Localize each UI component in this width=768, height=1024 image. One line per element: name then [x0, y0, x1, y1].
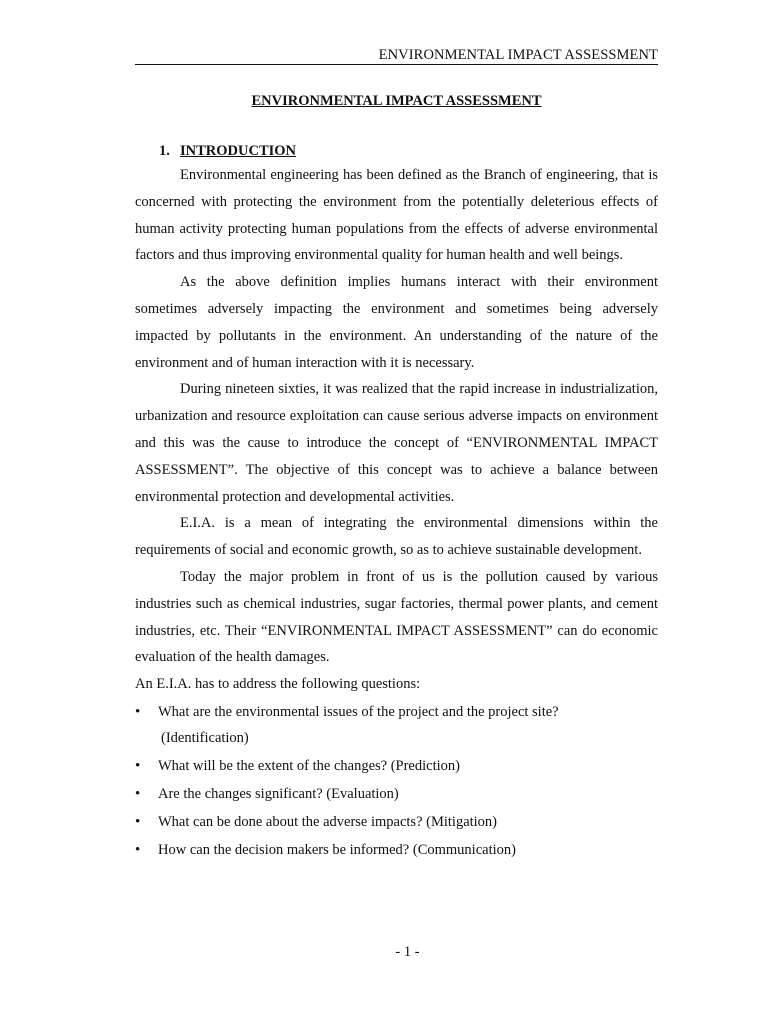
question-text: What are the environmental issues of the project and the project site? [158, 703, 559, 720]
paragraph: Environmental engineering has been defined as the Branch of engineering, that is concerned with protecting the environment from the potentially deleterious effects of human activity protecting human populations from the effects of adverse environmental factors and thus improving environmental quality for human health and well beings. [135, 167, 658, 264]
question-subtext: (Identification) [161, 729, 249, 746]
list-item [135, 780, 658, 808]
paragraph: As the above definition implies humans interact with their environment sometimes adversely impacting the environment and sometimes being adversely impacted by pollutants in the environment. An understanding of the nature of the environment and of human interaction with it is necessary. [135, 274, 658, 371]
document-body [135, 162, 658, 864]
running-header: ENVIRONMENTAL IMPACT ASSESSMENT [135, 46, 658, 65]
section-title: INTRODUCTION [180, 143, 297, 159]
document-title: ENVIRONMENTAL IMPACT ASSESSMENT [251, 93, 542, 109]
section-heading [159, 142, 296, 160]
question-text: What will be the extent of the changes? (Prediction) [158, 757, 460, 774]
page-number: - 1 - [395, 944, 420, 960]
bullet-icon: • [135, 841, 141, 858]
bullet-icon: • [135, 703, 141, 720]
list-item [135, 752, 658, 780]
list-item [135, 698, 658, 752]
question-text: Are the changes significant? (Evaluation) [158, 785, 399, 802]
paragraph: Today the major problem in front of us is the pollution caused by various industries such as chemical industries, sugar factories, thermal power plants, and cement industries, etc. Their “ENVIRONMENTAL IMPACT ASSESSMENT” can do economic evaluation of the health damages. [135, 568, 658, 666]
list-item [135, 808, 658, 836]
question-text: How can the decision makers be informed? (Communication) [158, 841, 516, 858]
section-number: 1. [159, 143, 170, 159]
paragraph: During nineteen sixties, it was realized that the rapid increase in industrialization, urbanization and resource exploitation can cause serious adverse impacts on environment and this was the cause to introduce the concept of “ENVIRONMENTAL IMPACT ASSESSMENT”. The objective of this concept was to achieve a balance between environmental protection and developmental activities. [135, 381, 658, 505]
questions-lead: An E.I.A. has to address the following questions: [135, 676, 421, 693]
paragraph: E.I.A. is a mean of integrating the environmental dimensions within the requirements of social and economic growth, so as to achieve sustainable development. [135, 515, 658, 559]
bullet-icon: • [135, 813, 141, 830]
questions-list [135, 698, 658, 864]
bullet-icon: • [135, 785, 141, 802]
question-text: What can be done about the adverse impacts? (Mitigation) [158, 813, 498, 830]
list-item [135, 836, 658, 864]
bullet-icon: • [135, 757, 141, 774]
